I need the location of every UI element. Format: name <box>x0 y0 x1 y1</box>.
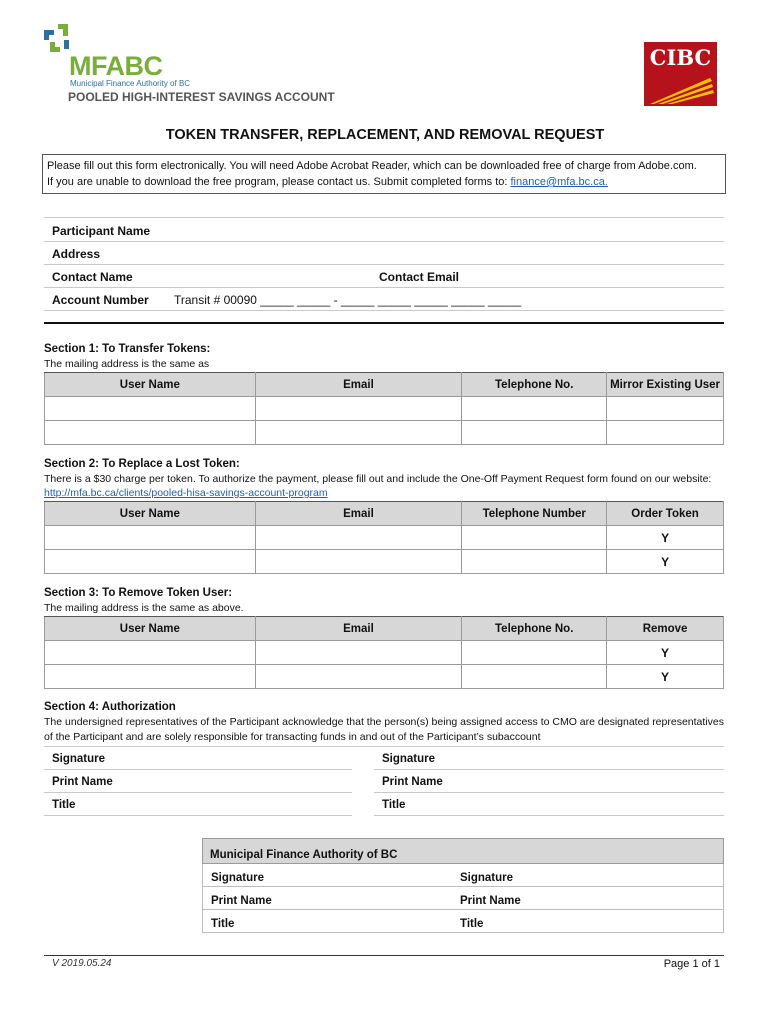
participant-print-name-1-field[interactable] <box>120 771 360 791</box>
mfa-title-row <box>202 910 724 933</box>
instructions-line-2-text: If you are unable to download the free program, please contact us. Submit completed forms to: <box>47 176 511 188</box>
address-field[interactable] <box>110 243 720 263</box>
table-header-row <box>45 373 724 397</box>
mfa-print-name-1-label: Print Name <box>211 895 272 907</box>
program-website-link[interactable]: http://mfa.bc.ca/clients/pooled-hisa-savings-account-program <box>44 487 328 499</box>
column-header-telephone: Telephone No. <box>462 617 607 641</box>
cibc-stripes-icon <box>644 72 717 106</box>
section-2-title: Section 2: To Replace a Lost Token: <box>44 458 240 470</box>
account-type-heading: POOLED HIGH-INTEREST SAVINGS ACCOUNT <box>68 90 335 104</box>
section-3-title: Section 3: To Remove Token User: <box>44 587 233 599</box>
mfa-title-1-field[interactable] <box>253 912 449 931</box>
account-number-label: Account Number <box>52 293 149 307</box>
email-cell[interactable] <box>255 421 462 445</box>
section-1-note: The mailing address is the same as <box>44 358 210 370</box>
table-row <box>45 421 724 445</box>
participant-rule-3 <box>44 287 724 288</box>
mfabc-logo-subtitle: Municipal Finance Authority of BC <box>70 79 191 88</box>
section-1-table <box>44 372 724 445</box>
participant-title-1-label: Title <box>52 799 76 811</box>
contact-name-field[interactable] <box>140 266 370 286</box>
remove-cell[interactable]: Y <box>607 641 724 665</box>
participant-title-2-field[interactable] <box>420 794 720 814</box>
user-name-cell[interactable] <box>45 526 256 550</box>
auth-rule-right-3 <box>374 815 724 816</box>
mirror-user-cell[interactable] <box>607 397 724 421</box>
authorization-top-rule <box>44 746 724 747</box>
mfa-print-name-1-field[interactable] <box>281 889 451 908</box>
cibc-logo <box>644 42 717 106</box>
contact-name-label: Contact Name <box>52 270 133 284</box>
telephone-cell[interactable] <box>462 641 607 665</box>
participant-signature-2-field[interactable] <box>450 748 722 768</box>
contact-email-field[interactable] <box>464 266 720 286</box>
page-number: Page 1 of 1 <box>663 958 720 970</box>
user-name-cell[interactable] <box>45 397 256 421</box>
version-label: V 2019.05.24 <box>52 958 112 969</box>
participant-signature-2-label: Signature <box>382 753 436 765</box>
address-label: Address <box>52 247 101 261</box>
email-cell[interactable] <box>255 526 462 550</box>
participant-print-name-2-field[interactable] <box>450 771 722 791</box>
mfa-title-2-label: Title <box>460 918 484 930</box>
mfabc-logo-text: MFABC <box>69 51 163 81</box>
mfa-authorization-box <box>202 838 724 942</box>
instructions-line-1: Please fill out this form electronically. You will need Adobe Acrobat Reader, which can be downloaded free of charge from Adobe.com. <box>47 160 697 172</box>
section-1-title: Section 1: To Transfer Tokens: <box>44 343 211 355</box>
participant-rule-2 <box>44 264 724 265</box>
telephone-cell[interactable] <box>462 421 607 445</box>
section-2-note: There is a $30 charge per token. To authorize the payment, please fill out and include the One-Off Payment Request form found on our website: <box>44 473 712 485</box>
telephone-cell[interactable] <box>462 526 607 550</box>
participant-title-2-label: Title <box>382 799 406 811</box>
section-2-table <box>44 501 724 574</box>
participant-title-1-field[interactable] <box>90 794 350 814</box>
finance-email-link[interactable]: finance@mfa.bc.ca. <box>510 176 608 188</box>
column-header-remove: Remove <box>607 617 724 641</box>
cibc-logo-text: CIBC <box>649 45 712 70</box>
mfa-box-header: Municipal Finance Authority of BC <box>202 838 724 864</box>
participant-name-label: Participant Name <box>52 224 151 238</box>
table-row <box>45 641 724 665</box>
auth-rule-left-1 <box>44 769 352 770</box>
order-token-cell[interactable]: Y <box>607 526 724 550</box>
mfa-signature-1-field[interactable] <box>281 866 451 885</box>
participant-signature-1-label: Signature <box>52 753 106 765</box>
email-cell[interactable] <box>255 641 462 665</box>
participant-print-name-2-label: Print Name <box>382 776 443 788</box>
instructions-line-2 <box>47 174 721 190</box>
section-4-note-line-2: of the Participant and are solely responsible for transacting funds in and out of the Participant’s subaccount <box>44 731 541 743</box>
column-header-email: Email <box>255 617 462 641</box>
mfa-signature-row <box>202 864 724 887</box>
mfa-signature-2-field[interactable] <box>529 866 719 885</box>
table-row <box>45 665 724 689</box>
user-name-cell[interactable] <box>45 665 256 689</box>
telephone-cell[interactable] <box>462 397 607 421</box>
user-name-cell[interactable] <box>45 641 256 665</box>
column-header-email: Email <box>255 502 462 526</box>
account-number-field[interactable]: Transit # 00090 _____ _____ - _____ _____ _____ _____ _____ <box>174 293 522 307</box>
participant-top-rule <box>44 217 724 218</box>
instructions-box <box>42 154 726 194</box>
participant-rule-1 <box>44 241 724 242</box>
auth-rule-right-1 <box>374 769 724 770</box>
remove-cell[interactable]: Y <box>607 665 724 689</box>
telephone-cell[interactable] <box>462 550 607 574</box>
column-header-user-name: User Name <box>45 502 256 526</box>
auth-rule-right-2 <box>374 792 724 793</box>
column-header-user-name: User Name <box>45 373 256 397</box>
user-name-cell[interactable] <box>45 550 256 574</box>
section-4-note-line-1: The undersigned representatives of the Participant acknowledge that the person(s) being assigned access to CMO are designated representatives <box>44 716 724 728</box>
telephone-cell[interactable] <box>462 665 607 689</box>
contact-email-label: Contact Email <box>379 270 460 284</box>
mfa-signature-1-label: Signature <box>211 872 265 884</box>
mfa-title-2-field[interactable] <box>503 912 719 931</box>
email-cell[interactable] <box>255 550 462 574</box>
email-cell[interactable] <box>255 397 462 421</box>
table-header-row <box>45 502 724 526</box>
mfa-print-name-2-label: Print Name <box>460 895 521 907</box>
footer-rule <box>44 955 724 956</box>
table-row <box>45 550 724 574</box>
table-row <box>45 526 724 550</box>
column-header-telephone: Telephone Number <box>462 502 607 526</box>
mfa-print-name-2-field[interactable] <box>529 889 719 908</box>
mfa-title-1-label: Title <box>211 918 235 930</box>
mirror-user-cell[interactable] <box>607 421 724 445</box>
form-title: TOKEN TRANSFER, REPLACEMENT, AND REMOVAL REQUEST <box>165 127 605 143</box>
auth-rule-left-2 <box>44 792 352 793</box>
column-header-mirror-user: Mirror Existing User <box>607 373 724 397</box>
section-2-link-line <box>44 486 328 500</box>
table-row <box>45 397 724 421</box>
user-name-cell[interactable] <box>45 421 256 445</box>
column-header-user-name: User Name <box>45 617 256 641</box>
participant-bottom-rule <box>44 310 724 311</box>
participant-print-name-1-label: Print Name <box>52 776 113 788</box>
column-header-telephone: Telephone No. <box>462 373 607 397</box>
mfa-signature-2-label: Signature <box>460 872 514 884</box>
table-header-row <box>45 617 724 641</box>
order-token-cell[interactable]: Y <box>607 550 724 574</box>
section-3-table <box>44 616 724 689</box>
column-header-order-token: Order Token <box>607 502 724 526</box>
mfabc-logo-mark-icon <box>44 24 72 54</box>
participant-signature-1-field[interactable] <box>120 748 360 768</box>
column-header-email: Email <box>255 373 462 397</box>
section-4-title: Section 4: Authorization <box>44 701 176 713</box>
section-3-note: The mailing address is the same as above. <box>44 602 244 614</box>
participant-thick-rule <box>44 322 724 324</box>
email-cell[interactable] <box>255 665 462 689</box>
mfa-print-name-row <box>202 887 724 910</box>
participant-name-field[interactable] <box>160 220 720 240</box>
auth-rule-left-3 <box>44 815 352 816</box>
